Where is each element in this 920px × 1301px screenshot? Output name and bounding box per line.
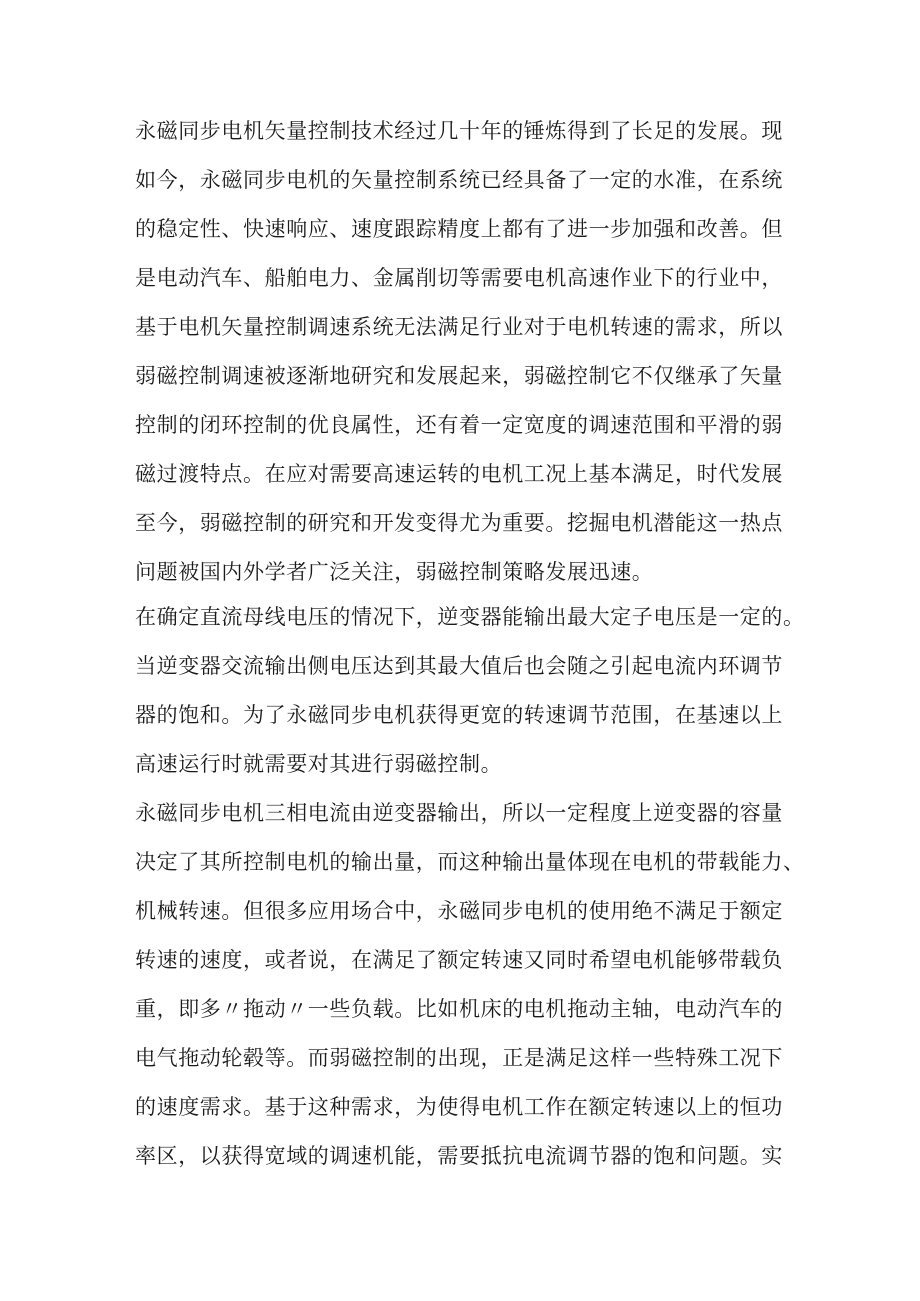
text-line: 磁过渡特点。在应对需要高速运转的电机工况上基本满足，时代发展: [135, 462, 783, 486]
text-line: 至今，弱磁控制的研究和开发变得尤为重要。挖掘电机潜能这一热点: [135, 511, 783, 535]
text-line: 机械转速。但很多应用场合中，永磁同步电机的使用绝不满足于额定: [135, 899, 783, 923]
text-line: 控制的闭环控制的优良属性，还有着一定宽度的调速范围和平滑的弱: [135, 413, 783, 437]
text-line: 率区，以获得宽域的调速机能，需要抵抗电流调节器的饱和问题。实: [135, 1144, 783, 1168]
text-line: 当逆变器交流输出侧电压达到其最大值后也会随之引起电流内环调节: [135, 654, 783, 678]
text-line: 基于电机矢量控制调速系统无法满足行业对于电机转速的需求，所以: [135, 315, 783, 339]
text-line: 器的饱和。为了永磁同步电机获得更宽的转速调节范围，在基速以上: [135, 703, 783, 727]
text-line: 问题被国内外学者广泛关注，弱磁控制策略发展迅速。: [135, 560, 654, 584]
text-line: 高速运行时就需要对其进行弱磁控制。: [135, 752, 503, 776]
text-line: 重，即多〃拖动〃一些负载。比如机床的电机拖动主轴，电动汽车的: [135, 997, 783, 1021]
text-line: 弱磁控制调速被逐渐地研究和发展起来，弱磁控制它不仅继承了矢量: [135, 364, 783, 388]
text-line: 电气拖动轮毂等。而弱磁控制的出现，正是满足这样一些特殊工况下: [135, 1046, 783, 1070]
text-line: 的速度需求。基于这种需求，为使得电机工作在额定转速以上的恒功: [135, 1095, 783, 1119]
text-line: 是电动汽车、船舶电力、金属削切等需要电机高速作业下的行业中，: [135, 266, 783, 290]
text-line: 的稳定性、快速响应、速度跟踪精度上都有了进一步加强和改善。但: [135, 217, 783, 241]
text-line: 永磁同步电机三相电流由逆变器输出，所以一定程度上逆变器的容量: [135, 801, 783, 825]
text-line: 转速的速度，或者说，在满足了额定转速又同时希望电机能够带载负: [135, 948, 783, 972]
text-line: 决定了其所控制电机的输出量，而这种输出量体现在电机的带载能力、: [135, 850, 805, 874]
text-line: 如今，永磁同步电机的矢量控制系统已经具备了一定的水准，在系统: [135, 168, 783, 192]
text-line: 在确定直流母线电压的情况下，逆变器能输出最大定子电压是一定的。: [135, 605, 805, 629]
text-line: 永磁同步电机矢量控制技术经过几十年的锤炼得到了长足的发展。现: [135, 119, 783, 143]
